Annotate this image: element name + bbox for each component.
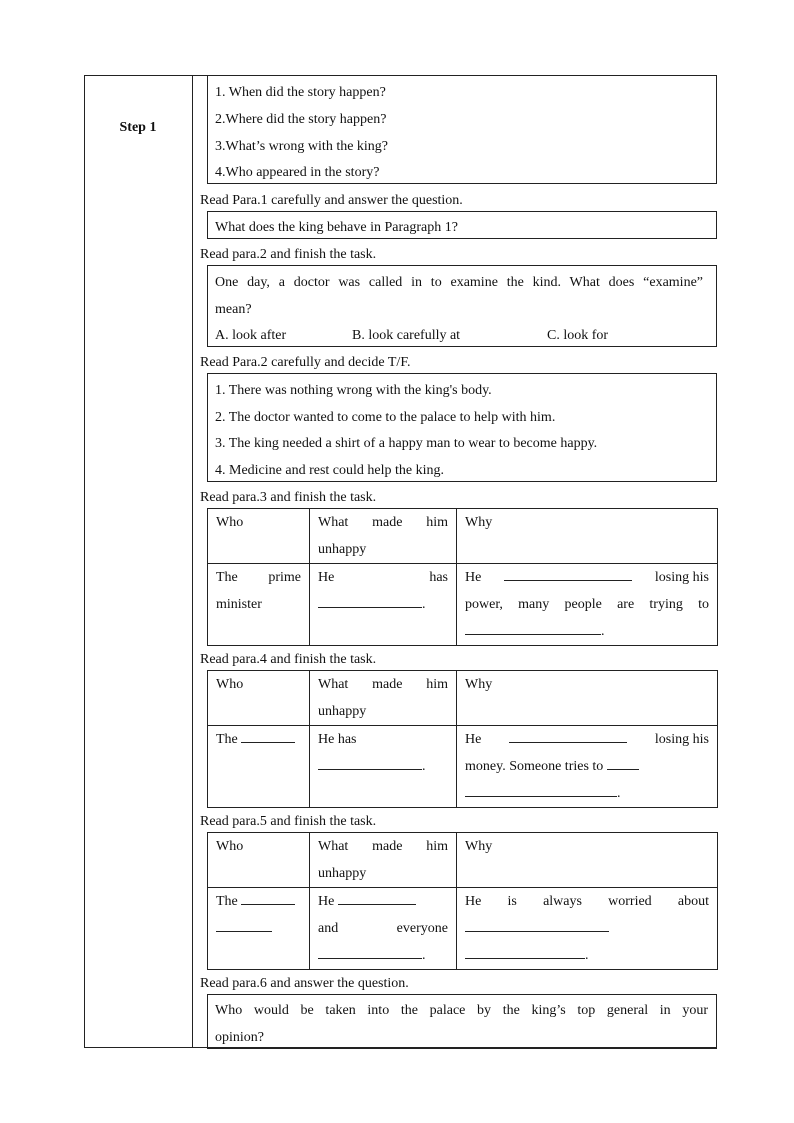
task6-question-line1: [215, 997, 708, 1024]
table2-why-line1: [465, 726, 709, 753]
blank[interactable]: [465, 915, 609, 932]
blank[interactable]: [241, 726, 295, 743]
statement-3: 3. The king needed a shirt of a happy man to wear to become happy.: [215, 436, 598, 451]
table2-why-losing: losing his: [654, 732, 709, 747]
table1-what-line1: He has: [318, 570, 448, 585]
table1: [207, 508, 718, 646]
table3-what: [310, 888, 457, 970]
table2-why-he: He: [465, 732, 482, 747]
task2-question-text: One day, a doctor was called in to examine the kind. What does “examine”: [215, 275, 703, 290]
header-who: Who: [208, 833, 310, 888]
header-why: Why: [457, 509, 718, 564]
table3-why-line1: He is always worried about: [465, 894, 709, 909]
blank[interactable]: [504, 564, 632, 581]
table2-what-line1: He has: [318, 732, 357, 747]
option-c: C. look for: [547, 328, 609, 343]
table3-why-line2: [465, 915, 709, 942]
task2-question-line1: [215, 269, 703, 296]
blank[interactable]: [318, 591, 422, 608]
header-what: [310, 509, 457, 564]
header-what: [310, 833, 457, 888]
table1-why: [457, 564, 718, 646]
blank[interactable]: [318, 753, 422, 770]
header-who: Who: [208, 509, 310, 564]
table1-why-line1: [465, 564, 709, 591]
table3-what-line2: and everyone: [318, 921, 448, 936]
column-divider: [192, 75, 193, 1048]
table1-who-line1: The prime: [216, 570, 301, 585]
table2-why: [457, 726, 718, 808]
statement-2: 2. The doctor wanted to come to the palace to help with him.: [215, 410, 556, 425]
table1-why-he: He: [465, 570, 482, 585]
blank[interactable]: [465, 942, 585, 959]
header-why: Why: [457, 833, 718, 888]
table2-what: [310, 726, 457, 808]
table1-why-line2: power, many people are trying to: [465, 597, 709, 612]
table1-why-losing: losing his: [654, 570, 709, 585]
table2-why-line2: money. Someone tries to: [465, 753, 709, 780]
header-what-line1: What made him: [318, 839, 448, 854]
step-label: Step 1: [119, 120, 157, 135]
statement-1: 1. There was nothing wrong with the king's body.: [215, 383, 492, 398]
table3-who: [208, 888, 310, 970]
table3-why: [457, 888, 718, 970]
blank[interactable]: [318, 942, 422, 959]
table2-who: [208, 726, 310, 808]
blank[interactable]: [216, 915, 272, 932]
question-4: 4.Who appeared in the story?: [215, 165, 380, 180]
task3-instruction: Read Para.2 carefully and decide T/F.: [200, 355, 411, 370]
task6-instruction: Read para.6 and answer the question.: [200, 976, 409, 991]
blank[interactable]: [509, 726, 627, 743]
table1-why-line3: .: [465, 618, 709, 645]
table1-who-line2: minister: [216, 597, 262, 612]
header-what-line2: unhappy: [318, 704, 367, 719]
blank[interactable]: [241, 888, 295, 905]
table1-who: [208, 564, 310, 646]
blank[interactable]: [338, 888, 416, 905]
table1-what: [310, 564, 457, 646]
table3-why-line3: .: [465, 942, 709, 969]
header-who: Who: [208, 671, 310, 726]
blank[interactable]: [465, 618, 601, 635]
table3-what-line3: .: [318, 942, 448, 969]
table1-instruction: Read para.3 and finish the task.: [200, 490, 377, 505]
task2-question-line2: mean?: [215, 302, 252, 317]
table2-what-line2: .: [318, 753, 448, 780]
question-3: 3.What’s wrong with the king?: [215, 139, 389, 154]
statement-4: 4. Medicine and rest could help the king.: [215, 463, 444, 478]
option-a: A. look after: [215, 328, 287, 343]
table3-what-line1: He: [318, 888, 448, 915]
table2-why-line3: .: [465, 780, 709, 807]
task6-question-line2: opinion?: [215, 1030, 264, 1045]
table2-who-line1: The: [216, 726, 301, 753]
header-what-line1: What made him: [318, 515, 448, 530]
table2: [207, 670, 718, 808]
blank[interactable]: [465, 780, 617, 797]
table3-who-line2: [216, 915, 301, 942]
header-why: Why: [457, 671, 718, 726]
table3-who-line1: The: [216, 888, 301, 915]
task2-instruction: Read para.2 and finish the task.: [200, 247, 377, 262]
header-what-line1: What made him: [318, 677, 448, 692]
header-what-line2: unhappy: [318, 542, 367, 557]
table2-instruction: Read para.4 and finish the task.: [200, 652, 377, 667]
question-1: 1. When did the story happen?: [215, 85, 386, 100]
question-2: 2.Where did the story happen?: [215, 112, 387, 127]
header-what: [310, 671, 457, 726]
blank[interactable]: [607, 753, 639, 770]
table3-instruction: Read para.5 and finish the task.: [200, 814, 377, 829]
option-b: B. look carefully at: [352, 328, 461, 343]
table1-what-line2: .: [318, 591, 448, 618]
task6-question-text: Who would be taken into the palace by the king’s top general in your: [215, 1003, 708, 1018]
header-what-line2: unhappy: [318, 866, 367, 881]
table3: [207, 832, 718, 970]
task1-question: What does the king behave in Paragraph 1?: [215, 220, 458, 235]
task1-instruction: Read Para.1 carefully and answer the question.: [200, 193, 463, 208]
